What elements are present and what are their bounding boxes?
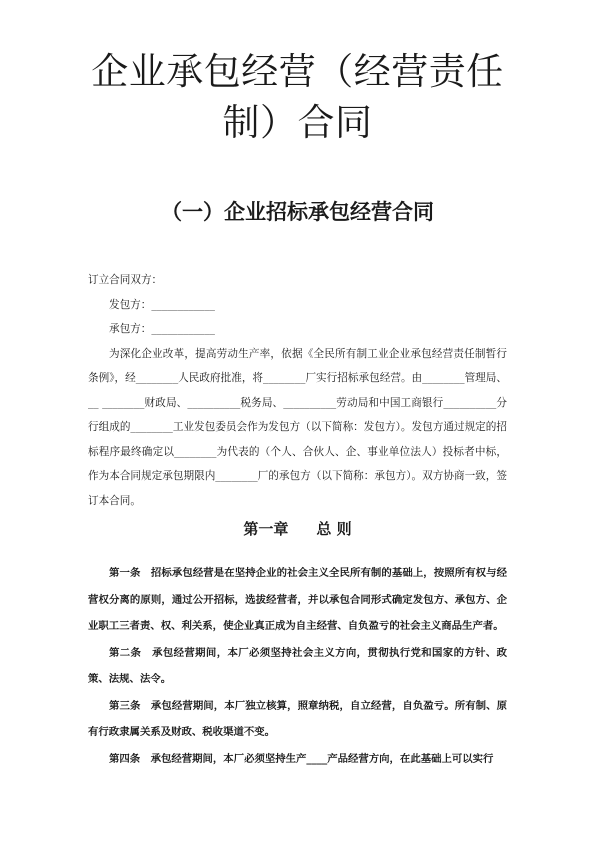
article-paragraph xyxy=(88,560,507,640)
party-a-line: 发包方：____________ xyxy=(109,298,215,311)
parties-intro: 订立合同双方： xyxy=(88,274,163,286)
article-number: 第二条 xyxy=(109,646,142,659)
article-number: 第三条 xyxy=(109,699,141,712)
contract-preamble-section xyxy=(88,268,507,513)
chapter-number: 第一章 xyxy=(243,520,289,538)
document-title: 企业承包经营（经营责任制）合同 xyxy=(91,50,504,144)
article-paragraph xyxy=(88,746,507,773)
article-list xyxy=(88,560,507,772)
article-text: 承包经营期间，本厂必须坚持生产____产品经营方向，在此基础上可以实行 xyxy=(150,752,494,765)
party-b-line: 承包方：____________ xyxy=(109,323,215,335)
article-number: 第四条 xyxy=(109,752,141,765)
document-subtitle: （一）企业招标承包经营合同 xyxy=(161,199,434,224)
chapter-name: 总 则 xyxy=(316,520,352,538)
article-paragraph xyxy=(88,640,507,693)
article-text: 承包经营期间，本厂必须坚持社会主义方向，贯彻执行党和国家的方针、政策、法规、法令。 xyxy=(88,646,508,685)
article-text: 承包经营期间，本厂独立核算，照章纳税，自立经营，自负盈亏。所有制、原有行政隶属关系及财政、税收渠道不变。 xyxy=(88,699,508,738)
article-text: 招标承包经营是在坚持企业的社会主义全民所有制的基础上，按照所有权与经营权分离的原则，通过公开招标，选拔经营者，并以承包合同形式确定发包方、承包方、企业职工三者责、权、利关系，使企业真正成为自主经营、自负盈亏的社会主义商品生产者。 xyxy=(88,567,508,632)
preamble-paragraph: 为深化企业改革，提高劳动生产率，依据《全民所有制工业企业承包经营责任制暂行条例》，经________人民政府批准，将________厂实行招标承包经营。由________管理局、__ ________财政局、__________税务局、__________劳动局和中国工商银行__________分行组成的________工业发包委员会作为发包方（以下简称：发包方）。发包方通过规定的招标程序最终确定以________为代表的（个人、合伙人、企、事业单位法人）投标者中标，作为本合同规定承包期限内________厂的承包方（以下简称：承包方）。双方协商一致，签订本合同。 xyxy=(88,347,507,507)
chapter-heading xyxy=(88,517,507,541)
article-number: 第一条 xyxy=(109,567,141,579)
article-paragraph xyxy=(88,693,507,746)
